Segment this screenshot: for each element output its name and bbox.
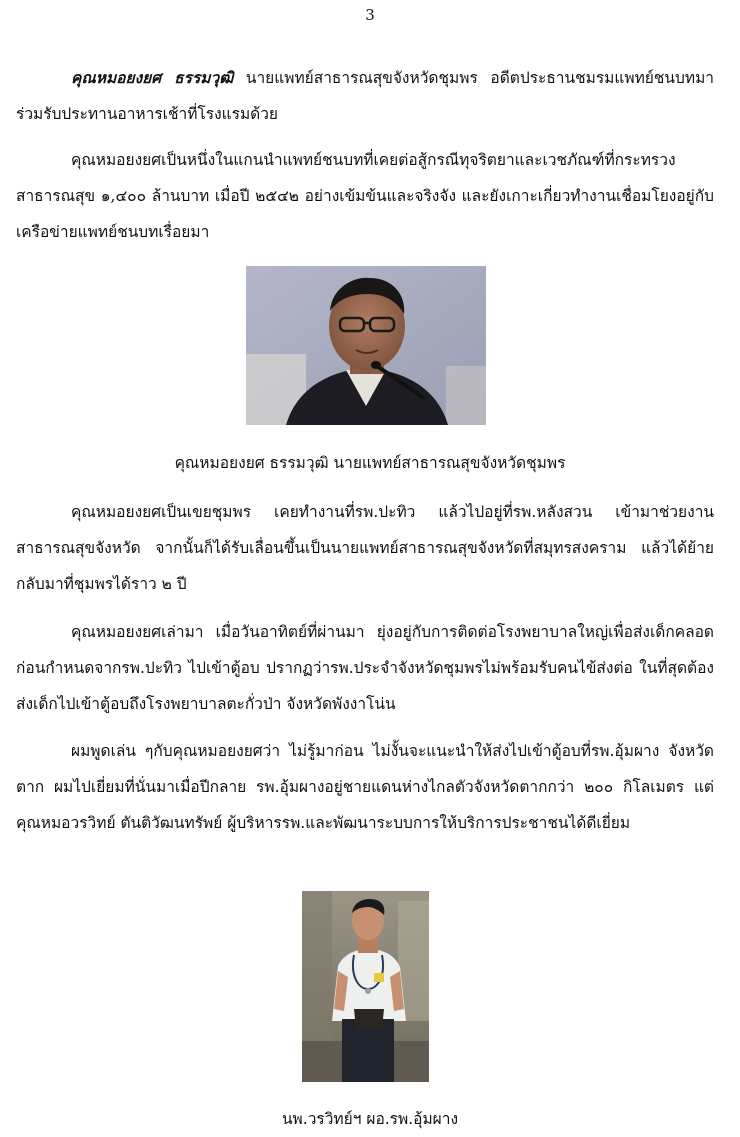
- caption-photo-doctor-worawit: นพ.วรวิทย์ฯ ผอ.รพ.อุ้มผาง: [281, 1110, 459, 1128]
- photo-doctor-yongyot-illustration: [246, 266, 486, 425]
- caption-photo-doctor-yongyot: คุณหมอยงยศ ธรรมวุฒิ นายแพทย์สาธารณสุขจังหวัดชุมพร: [174, 454, 566, 472]
- page-number: 3: [365, 6, 375, 24]
- paragraph-umphang: ผมพูดเล่น ๆกับคุณหมอยงยศว่า ไม่รู้มาก่อน ไม่งั้นจะแนะนำให้ส่งไปเข้าตู้อบที่รพ.อุ้มผาง จังหวัดตาก ผมไปเยี่ยมที่นั่นมาเมื่อปีกลาย รพ.อุ้มผางอยู่ชายแดนห่างไกลตัวจังหวัดตากกว่า ๒๐๐ กิโลเมตร แต่คุณหมอวรวิทย์ ตันติวัฒนทรัพย์ ผู้บริหารรพ.และพัฒนาระบบการให้บริการประชาชนได้ดีเยี่ยม: [16, 742, 714, 832]
- paragraph-intro: [16, 60, 714, 132]
- photo-doctor-worawit: [302, 891, 429, 1082]
- doctor-name-emphasis: คุณหมอยงยศ ธรรมวุฒิ: [71, 68, 234, 87]
- paragraph-background: คุณหมอยงยศเป็นหนึ่งในแกนนำแพทย์ชนบทที่เคยต่อสู้กรณีทุจริตยาและเวชภัณฑ์ที่กระทรวงสาธารณสุข ๑,๔๐๐ ล้านบาท เมื่อปี ๒๕๔๒ อย่างเข้มข้นและจริงจัง และยังเกาะเกี่ยวทำงานเชื่อมโยงอยู่กับเครือข่ายแพทย์ชนบทเรื่อยมา: [16, 151, 714, 241]
- paragraph-incubator-story: คุณหมอยงยศเล่ามา เมื่อวันอาทิตย์ที่ผ่านมา ยุ่งอยู่กับการติดต่อโรงพยาบาลใหญ่เพื่อส่งเด็กคลอดก่อนกำหนดจากรพ.ปะทิว ไปเข้าตู้อบ ปรากฏว่ารพ.ประจำจังหวัดชุมพรไม่พร้อมรับคนไข้ส่งต่อ ในที่สุดต้องส่งเด็กไปเข้าตู้อบถึงโรงพยาบาลตะกั่วป่า จังหวัดพังงาโน่น: [16, 623, 714, 713]
- paragraph-career: คุณหมอยงยศเป็นเขยชุมพร เคยทำงานที่รพ.ปะทิว แล้วไปอยู่ที่รพ.หลังสวน เข้ามาช่วยงานสาธารณสุขจังหวัด จากนั้นก็ได้รับเลื่อนขึ้นเป็นนายแพทย์สาธารณสุขจังหวัดที่สมุทรสงคราม แล้วได้ย้ายกลับมาที่ชุมพรได้ราว ๒ ปี: [16, 503, 714, 593]
- photo-doctor-yongyot: [246, 266, 486, 425]
- paragraph-intro-text: นายแพทย์สาธารณสุขจังหวัดชุมพร อดีตประธานชมรมแพทย์ชนบทมาร่วมรับประทานอาหารเช้าที่โรงแรมด้วย: [16, 69, 714, 123]
- photo-doctor-worawit-illustration: [302, 891, 429, 1082]
